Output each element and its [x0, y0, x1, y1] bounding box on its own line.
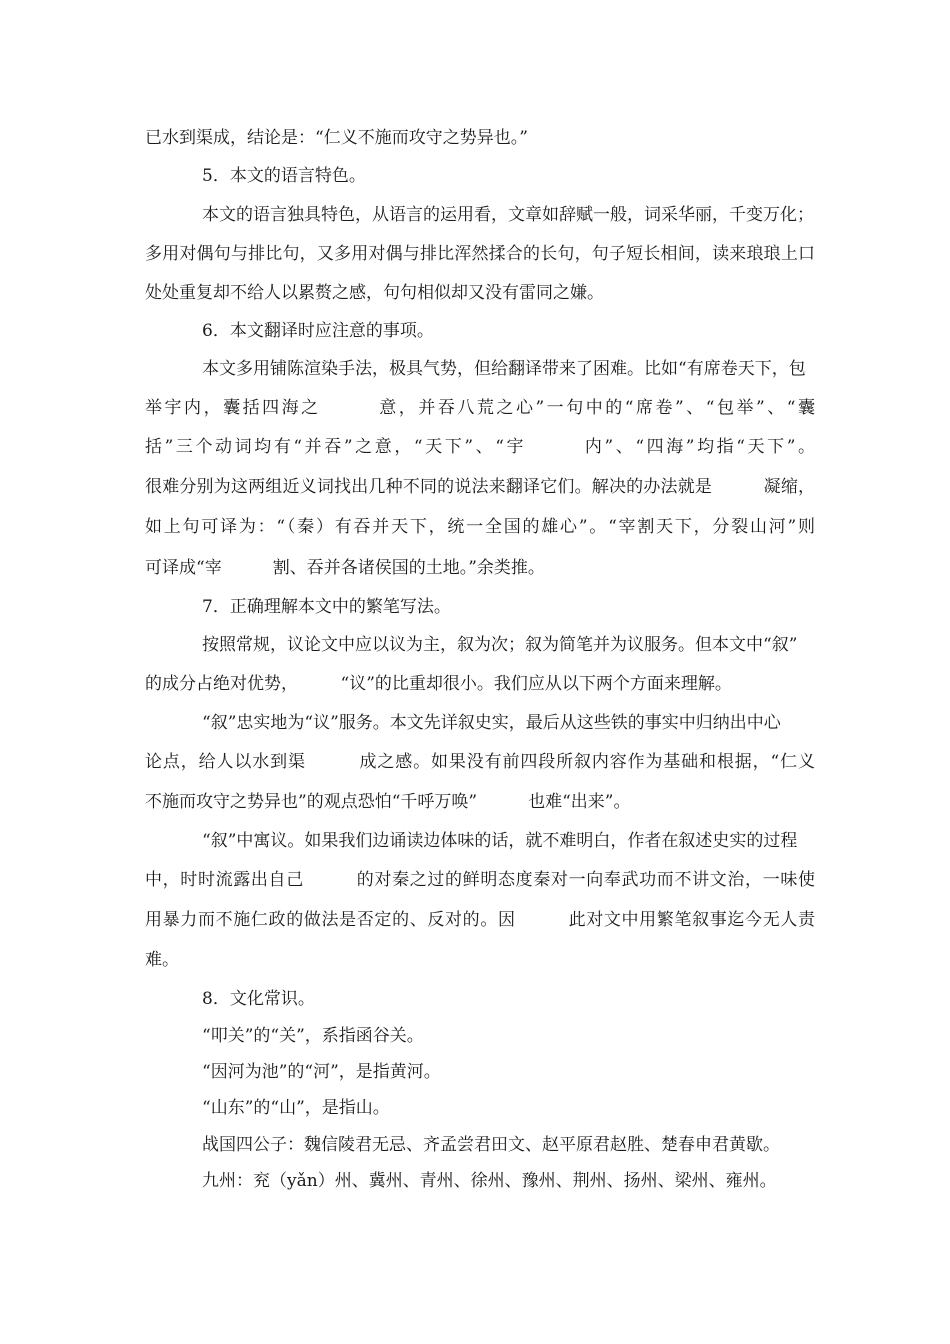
paragraph-line: “因河为池”的“河”，是指黄河。	[202, 1062, 441, 1082]
paragraph-line: 处处重复却不给人以累赘之感，句句相似却又没有雷同之嫌。	[145, 283, 604, 303]
paragraph-line: 很难分别为这两组近义词找出几种不同的说法来翻译它们。解决的办法就是 凝缩，	[145, 477, 815, 497]
section-heading: 8．文化常识。	[202, 989, 315, 1009]
paragraph-line: 括”三个动词均有“并吞”之意，“天下”、“宇 内”、“四海”均指“天下”。	[145, 437, 815, 457]
paragraph-line: 论点，给人以水到渠 成之感。如果没有前四段所叙内容作为基础和根据，“仁义	[145, 752, 815, 772]
paragraph-line: 按照常规，议论文中应以议为主，叙为次；叙为简笔并为议服务。但本文中“叙”	[202, 635, 798, 655]
paragraph-line: “山东”的“山”，是指山。	[202, 1098, 390, 1118]
paragraph-line: 本文多用铺陈渲染手法，极具气势，但给翻译带来了困难。比如“有席卷天下，包	[202, 359, 806, 379]
paragraph-line: “叙”忠实地为“议”服务。本文先详叙史实，最后从这些铁的事实中归纳出中心	[202, 713, 781, 733]
paragraph-line: 战国四公子：魏信陵君无忌、齐孟尝君田文、赵平原君赵胜、楚春申君黄歇。	[202, 1135, 780, 1155]
paragraph-line: “叙”中寓议。如果我们边诵读边体味的话，就不难明白，作者在叙述史实的过程	[202, 831, 798, 851]
section-heading: 7．正确理解本文中的繁笔写法。	[202, 597, 451, 617]
paragraph-line: 已水到渠成，结论是：“仁义不施而攻守之势异也。”	[145, 128, 528, 148]
section-heading: 6．本文翻译时应注意的事项。	[202, 321, 434, 341]
paragraph-line: 九州：兖（yǎn）州、冀州、青州、徐州、豫州、荆州、扬州、梁州、雍州。	[202, 1171, 777, 1191]
paragraph-line: 用暴力而不施仁政的做法是否定的、反对的。因 此对文中用繁笔叙事迄今无人责	[145, 910, 815, 930]
paragraph-line: 本文的语言独具特色，从语言的运用看，文章如辞赋一般，词采华丽，千变万化；	[202, 205, 814, 225]
paragraph-line: 可译成“宰 割、吞并各诸侯国的土地。”余类推。	[145, 558, 545, 578]
paragraph-line: “叩关”的“关”，系指函谷关。	[202, 1026, 424, 1046]
paragraph-line: 举宇内，囊括四海之 意，并吞八荒之心”一句中的“席卷”、“包举”、“囊	[145, 398, 815, 418]
paragraph-line: 中，时时流露出自己 的对秦之过的鲜明态度秦对一向奉武功而不讲文治，一味使	[145, 870, 815, 890]
paragraph-line: 不施而攻守之势异也”的观点恐怕“千呼万唤” 也难“出来”。	[145, 792, 631, 812]
paragraph-line: 的成分占绝对优势， “议”的比重却很小。我们应从以下两个方面来理解。	[145, 674, 732, 694]
paragraph-line: 如上句可译为：“（秦）有吞并天下，统一全国的雄心”。“宰割天下，分裂山河”则	[145, 517, 815, 537]
paragraph-line: 多用对偶句与排比句，又多用对偶与排比浑然揉合的长句，句子短长相间，读来琅琅上口	[145, 244, 815, 264]
section-heading: 5．本文的语言特色。	[202, 166, 366, 186]
paragraph-line: 难。	[145, 950, 179, 970]
